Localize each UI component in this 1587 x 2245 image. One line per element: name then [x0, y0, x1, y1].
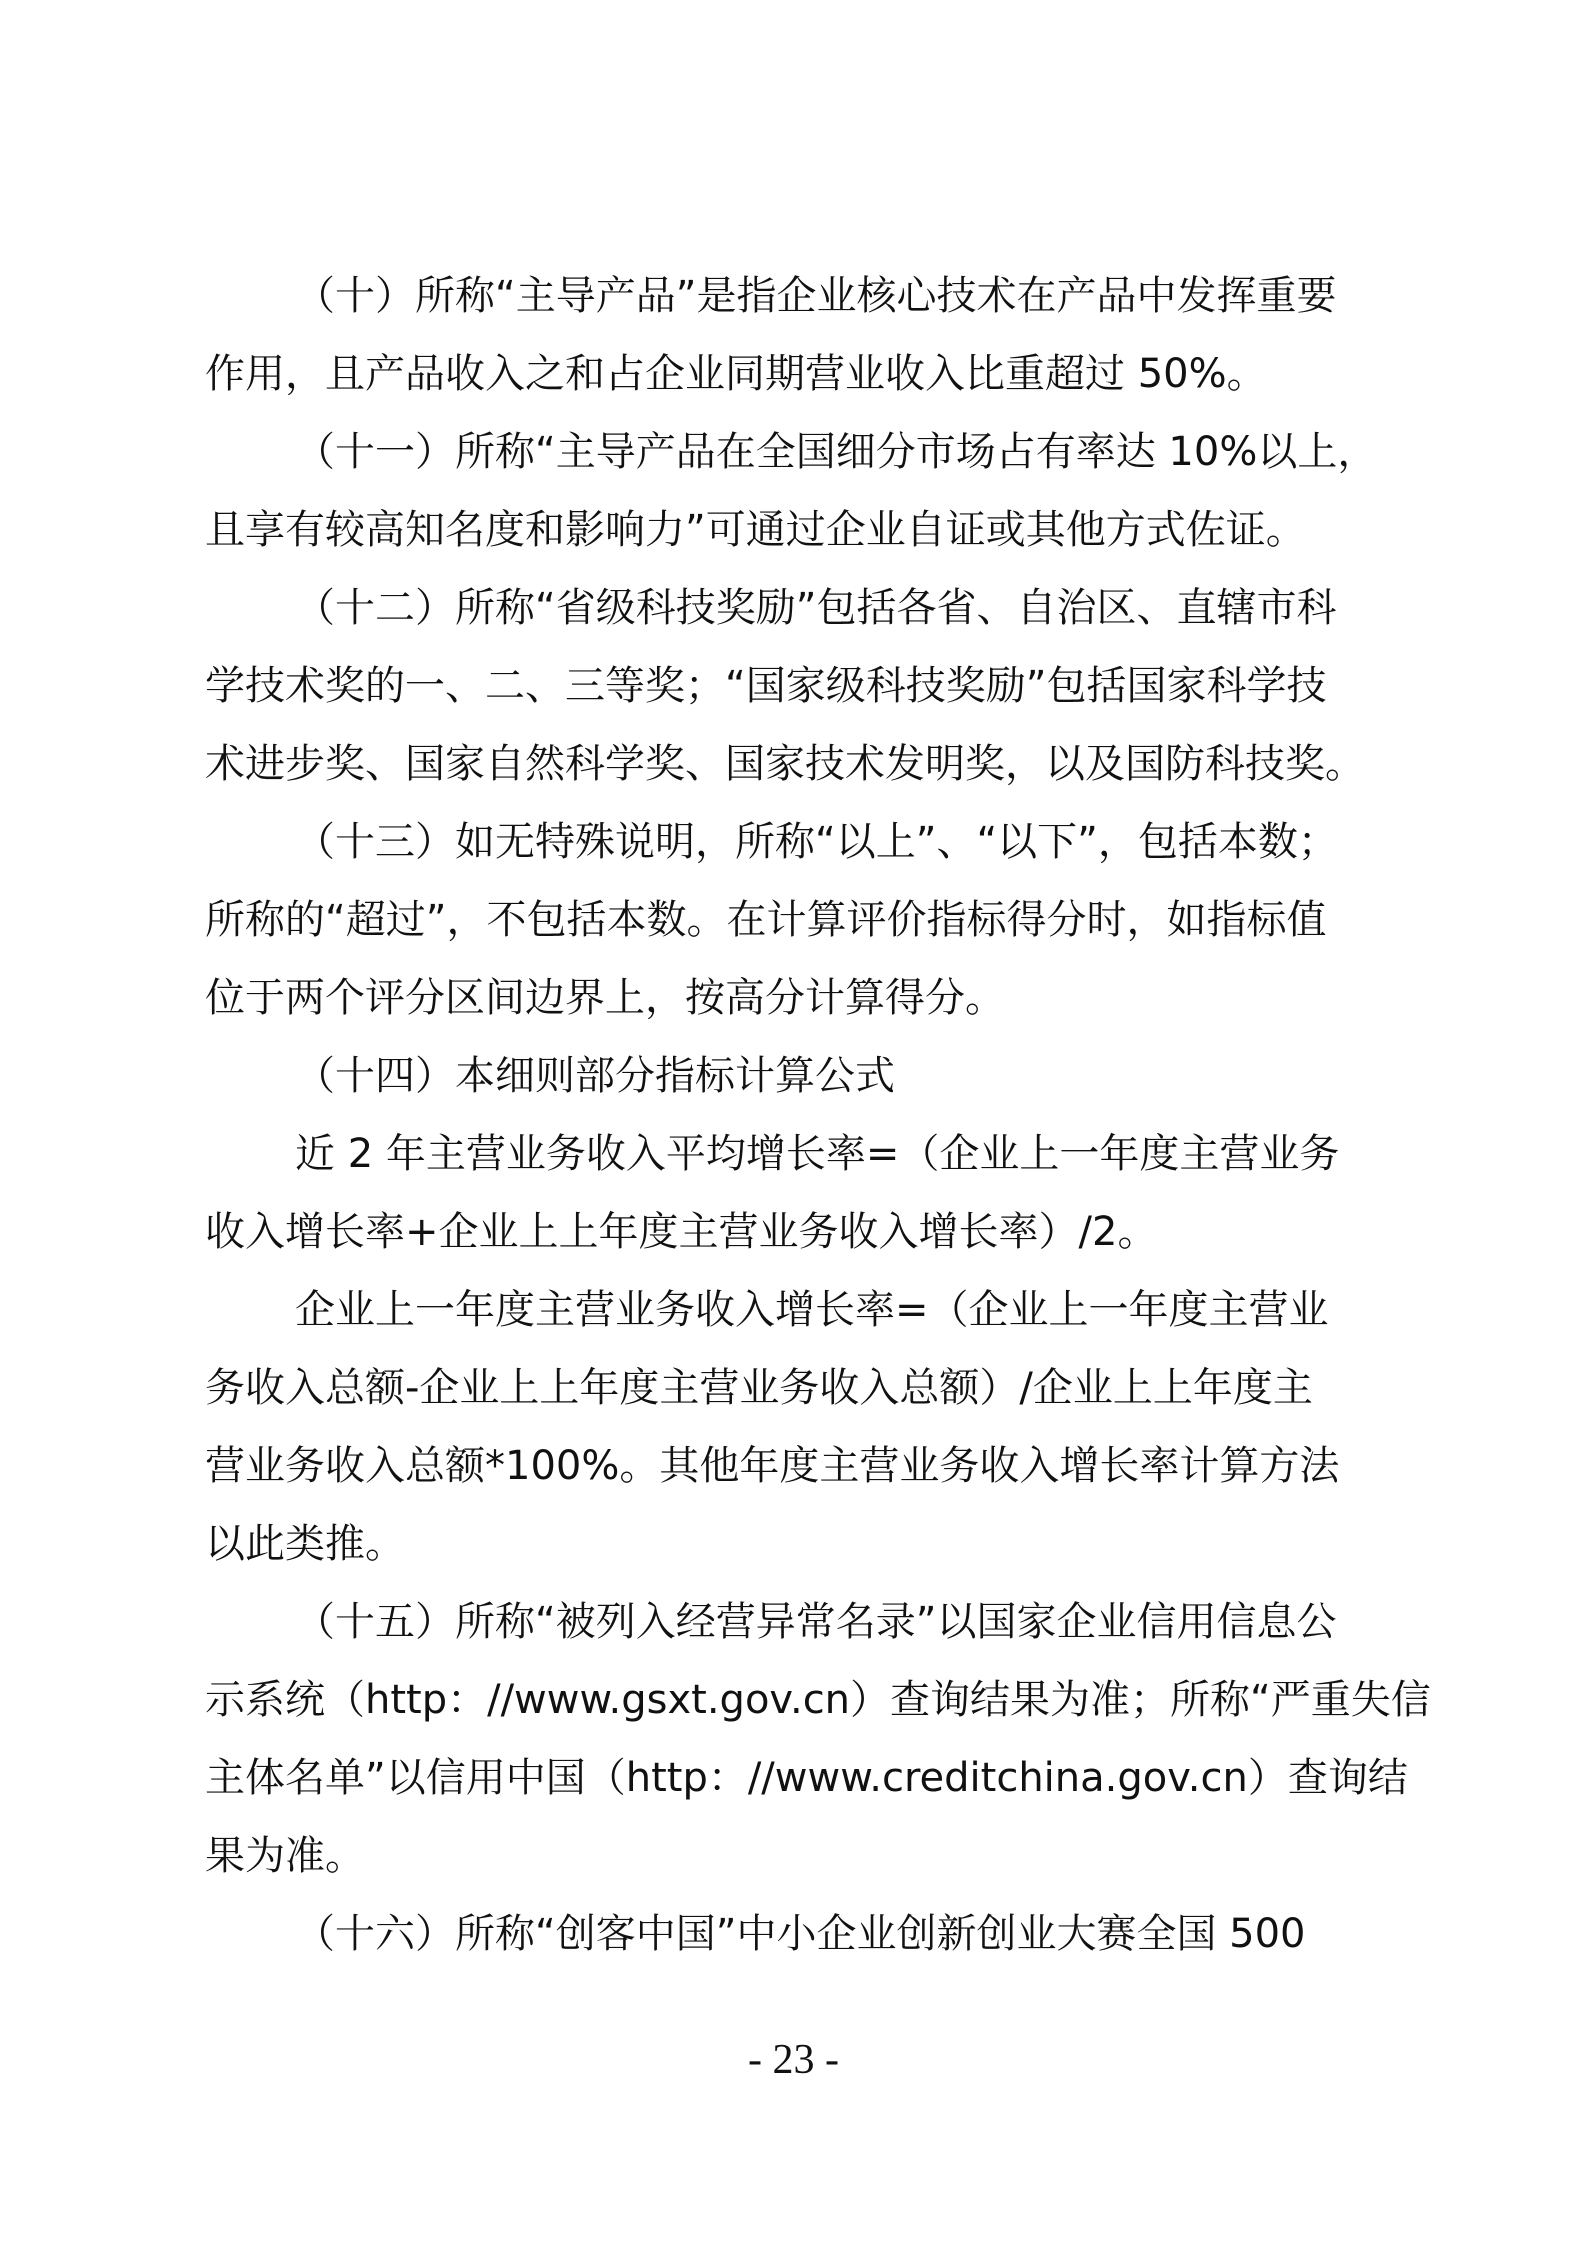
paragraph-16-line-1: （十六）所称“创客中国”中小企业创新创业大赛全国 500: [295, 1911, 1306, 1957]
paragraph-12-line-1: （十二）所称“省级科技奖励”包括各省、自治区、直辖市科: [295, 585, 1337, 631]
formula-1-line-2: 收入增长率+企业上上年度主营业务收入增长率）/2。: [205, 1209, 1158, 1255]
paragraph-10-line-2: 作用，且产品收入之和占企业同期营业收入比重超过 50%。: [205, 351, 1267, 397]
paragraph-11-line-1: （十一）所称“主导产品在全国细分市场占有率达 10%以上，: [295, 429, 1378, 475]
formula-2-line-1: 企业上一年度主营业务收入增长率=（企业上一年度主营业: [295, 1287, 1329, 1333]
paragraph-10-line-1: （十）所称“主导产品”是指企业核心技术在产品中发挥重要: [295, 273, 1337, 319]
formula-2-line-3: 营业务收入总额*100%。其他年度主营业务收入增长率计算方法: [205, 1443, 1340, 1489]
paragraph-13-line-1: （十三）如无特殊说明，所称“以上”、“以下”，包括本数；: [295, 819, 1338, 865]
paragraph-11-line-2: 且享有较高知名度和影响力”可通过企业自证或其他方式佐证。: [205, 507, 1306, 553]
paragraph-13-line-2: 所称的“超过”，不包括本数。在计算评价指标得分时，如指标值: [205, 897, 1327, 943]
page-number: - 23 -: [748, 2037, 839, 2083]
paragraph-15-line-2: 示系统（http：//www.gsxt.gov.cn）查询结果为准；所称“严重失信: [205, 1677, 1431, 1723]
paragraph-12-line-3: 术进步奖、国家自然科学奖、国家技术发明奖，以及国防科技奖。: [205, 741, 1365, 787]
formula-2-line-2: 务收入总额-企业上上年度主营业务收入总额）/企业上上年度主: [205, 1365, 1313, 1411]
paragraph-15-line-4: 果为准。: [205, 1833, 365, 1879]
formula-1-line-1: 近 2 年主营业务收入平均增长率=（企业上一年度主营业务: [295, 1131, 1340, 1177]
formula-2-line-4: 以此类推。: [205, 1521, 405, 1567]
paragraph-12-line-2: 学技术奖的一、二、三等奖；“国家级科技奖励”包括国家科学技: [205, 663, 1327, 709]
body-text: [205, 257, 1431, 1973]
paragraph-15-line-3: 主体名单”以信用中国（http：//www.creditchina.gov.cn）查询结: [205, 1755, 1408, 1801]
paragraph-14-heading: （十四）本细则部分指标计算公式: [295, 1053, 895, 1099]
paragraph-13-line-3: 位于两个评分区间边界上，按高分计算得分。: [205, 975, 1005, 1021]
paragraph-15-line-1: （十五）所称“被列入经营异常名录”以国家企业信用信息公: [295, 1599, 1337, 1645]
